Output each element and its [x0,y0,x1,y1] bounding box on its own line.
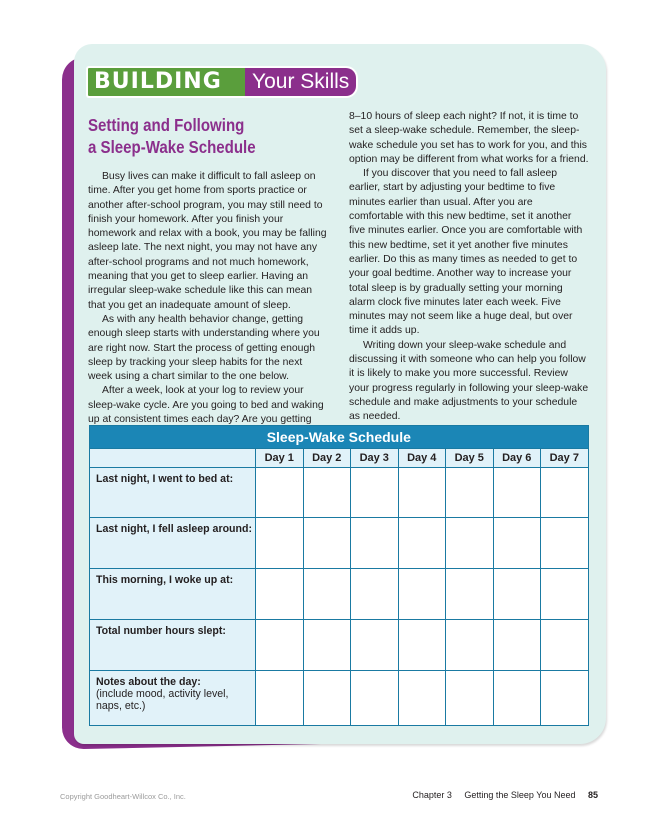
header-blank [90,449,256,468]
entry-cell[interactable] [351,569,399,620]
header-day: Day 6 [493,449,541,468]
row-label: Last night, I went to bed at: [90,468,256,518]
entry-cell[interactable] [303,671,351,726]
entry-cell[interactable] [256,518,304,569]
chapter-title: Getting the Sleep You Need [464,790,576,800]
row-label: Total number hours slept: [90,620,256,671]
entry-cell[interactable] [493,468,541,518]
entry-cell[interactable] [541,569,589,620]
entry-cell[interactable] [493,518,541,569]
table-row [90,569,589,620]
page-footer [412,790,598,800]
table-row [90,671,589,726]
row-sublabel: (include mood, activity level, naps, etc.) [96,688,229,712]
table-row [90,518,589,569]
entry-cell[interactable] [256,620,304,671]
table-row [90,468,589,518]
paragraph: If you discover that you need to fall asleep earlier, start by adjusting your bedtime to five minutes earlier than usual. After you are comfortable with this new bedtime, set it another five minutes earlier. Once you are comfortable with this new bedtime, set it yet another five minutes earlier. Do this as many times as needed to get to your goal bedtime. Another way to increase your total sleep is by gradually setting your morning alarm clock five minutes later each week. Five minutes may not seem like a huge deal, but over time it adds up. [349,168,583,337]
entry-cell[interactable] [256,569,304,620]
entry-cell[interactable] [398,518,446,569]
right-column [349,110,589,425]
entry-cell[interactable] [256,468,304,518]
entry-cell[interactable] [351,468,399,518]
chapter-number: Chapter 3 [412,790,452,800]
entry-cell[interactable] [446,569,494,620]
entry-cell[interactable] [351,518,399,569]
header-day: Day 5 [446,449,494,468]
entry-cell[interactable] [398,569,446,620]
entry-cell[interactable] [446,468,494,518]
entry-cell[interactable] [398,468,446,518]
paragraph: As with any health behavior change, getting enough sleep starts with understanding where you are right now. Start the process of getting enough sleep by tracking your sleep habits for the next week using a chart similar to the one below. [88,313,320,383]
entry-cell[interactable] [351,620,399,671]
entry-cell[interactable] [493,620,541,671]
paragraph: 8–10 hours of sleep each night? If not, it is time to set a sleep-wake schedule. Remember, the sleep-wake schedule you set has to work for you, and this option may be different from what works for a friend. [349,111,589,165]
left-column [88,170,328,427]
entry-cell[interactable] [541,671,589,726]
entry-cell[interactable] [541,620,589,671]
sleep-wake-schedule-table [89,425,589,726]
table-row [90,620,589,671]
heading-line-1: Setting and Following [88,115,245,135]
entry-cell[interactable] [303,518,351,569]
paragraph: After a week, look at your log to review your sleep-wake cycle. Are you going to bed and waking up at consistent times each day? Are you getting [88,385,324,426]
entry-cell[interactable] [303,569,351,620]
entry-cell[interactable] [398,620,446,671]
copyright-notice: Copyright Goodheart-Willcox Co., Inc. [60,792,186,801]
entry-cell[interactable] [351,671,399,726]
header-day: Day 7 [541,449,589,468]
entry-cell[interactable] [541,518,589,569]
header-day: Day 2 [303,449,351,468]
section-heading [88,114,294,158]
row-label: This morning, I woke up at: [90,569,256,620]
page-number: 85 [587,790,598,800]
entry-cell[interactable] [493,569,541,620]
header-day: Day 4 [398,449,446,468]
heading-line-2: a Sleep-Wake Schedule [88,137,256,157]
table-title: Sleep-Wake Schedule [90,426,589,449]
banner-building: BUILDING [86,66,245,98]
paragraph: Writing down your sleep-wake schedule and discussing it with someone who can help you follow it is likely to make you more successful. Review your progress regularly in following your sleep-wake schedule and make adjustments to your schedule as needed. [349,339,589,423]
banner-your-skills: Your Skills [245,66,358,98]
row-label: Notes about the day: (include mood, activity level, naps, etc.) [90,671,256,726]
header-day: Day 1 [256,449,304,468]
entry-cell[interactable] [303,620,351,671]
entry-cell[interactable] [446,671,494,726]
row-label: Last night, I fell asleep around: [90,518,256,569]
entry-cell[interactable] [541,468,589,518]
entry-cell[interactable] [446,620,494,671]
entry-cell[interactable] [398,671,446,726]
entry-cell[interactable] [256,671,304,726]
table-header-row [90,449,589,468]
entry-cell[interactable] [446,518,494,569]
header-day: Day 3 [351,449,399,468]
entry-cell[interactable] [493,671,541,726]
paragraph: Busy lives can make it difficult to fall asleep on time. After you get home from sports practice or another after-school program, you may still need to finish your homework. After you finish your homework and relax with a book, you may be falling asleep late. The next night, you may not have any after-school programs and not much homework, meaning that you get to sleep earlier. Having an irregular sleep-wake schedule like this can mean that you get an inadequate amount of sleep. [88,171,327,311]
entry-cell[interactable] [303,468,351,518]
